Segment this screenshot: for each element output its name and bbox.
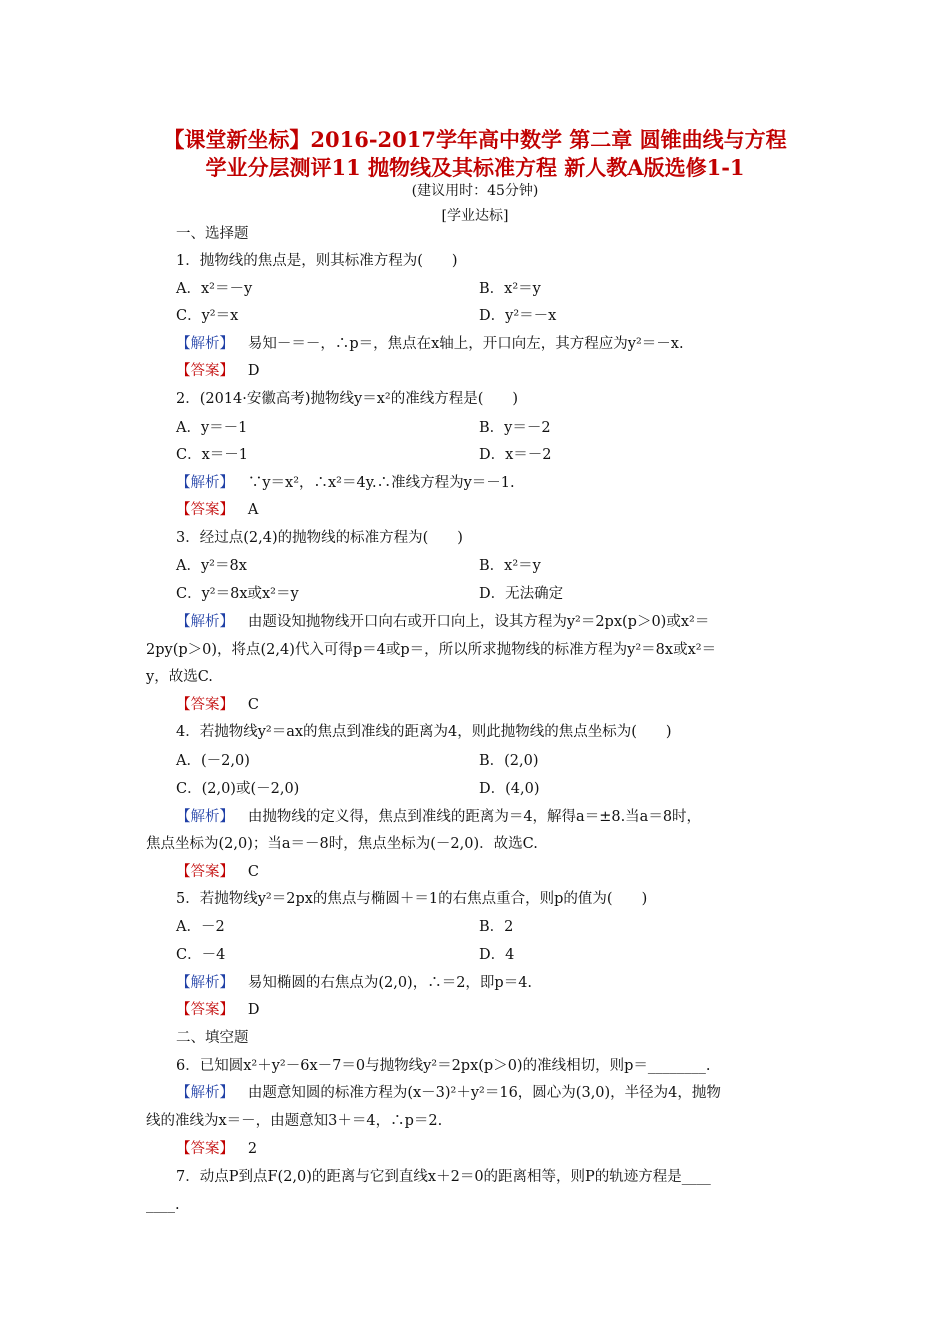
question-1-answer xyxy=(176,361,259,381)
question-7-stem-line1: 7．动点P到点F(2,0)的距离与它到直线x＋2＝0的距离相等，则P的轨迹方程是____ xyxy=(176,1169,711,1185)
answer-tag: 【答案】 xyxy=(176,1141,234,1157)
question-5-option-d: D．4 xyxy=(479,947,515,963)
question-2-answer xyxy=(176,500,258,520)
question-5-option-a: A．－2 xyxy=(176,919,225,935)
question-4-option-c: C．(2,0)或(－2,0) xyxy=(176,781,300,797)
answer-text: C xyxy=(247,697,259,713)
question-4-answer xyxy=(176,862,259,882)
question-1-option-c: C．y²＝x xyxy=(176,308,239,324)
answer-tag: 【答案】 xyxy=(176,864,234,880)
question-4-option-a: A．(－2,0) xyxy=(176,753,250,769)
part-heading-choice: 一、选择题 xyxy=(176,226,249,242)
question-4-stem: 4．若抛物线y²＝ax的焦点到准线的距离为4，则此抛物线的焦点坐标为( ) xyxy=(176,724,672,740)
question-3-analysis-line3: y，故选C. xyxy=(146,669,213,685)
question-7-stem-line2: ____. xyxy=(146,1197,180,1213)
analysis-text: 易知－＝－，∴p＝，焦点在x轴上，开口向左，其方程应为y²＝－x. xyxy=(247,336,684,352)
question-2-analysis xyxy=(176,473,515,493)
answer-text: D xyxy=(247,363,260,379)
question-3-analysis-line1 xyxy=(176,612,709,632)
question-5-answer xyxy=(176,1000,259,1020)
question-3-option-b: B．x²＝y xyxy=(479,558,541,574)
answer-text: A xyxy=(247,502,259,518)
section-label: [学业达标] xyxy=(441,208,509,224)
answer-tag: 【答案】 xyxy=(176,697,234,713)
question-3-option-a: A．y²＝8x xyxy=(176,558,247,574)
question-3-stem: 3．经过点(2,4)的抛物线的标准方程为( ) xyxy=(176,530,463,546)
question-6-answer xyxy=(176,1139,257,1159)
question-5-stem: 5．若抛物线y²＝2px的焦点与椭圆＋＝1的右焦点重合，则p的值为( ) xyxy=(176,891,648,907)
document-title-line2: 学业分层测评11 抛物线及其标准方程 新人教A版选修1-1 xyxy=(205,155,745,180)
question-6-analysis-line2: 线的准线为x＝－，由题意知3＋＝4，∴p＝2. xyxy=(146,1113,443,1129)
analysis-text: 易知椭圆的右焦点为(2,0)，∴＝2，即p＝4. xyxy=(247,975,533,991)
answer-tag: 【答案】 xyxy=(176,502,234,518)
question-2-stem: 2．(2014·安徽高考)抛物线y＝x²的准线方程是( ) xyxy=(176,391,519,407)
question-3-option-d: D．无法确定 xyxy=(479,586,564,602)
question-4-analysis-line1 xyxy=(176,807,701,827)
question-4-analysis-line2: 焦点坐标为(2,0)；当a＝－8时，焦点坐标为(－2,0)．故选C. xyxy=(146,836,538,852)
analysis-text: 由抛物线的定义得，焦点到准线的距离为＝4，解得a＝±8.当a＝8时， xyxy=(247,809,702,825)
analysis-text: 由题设知抛物线开口向右或开口向上，设其方程为y²＝2px(p＞0)或x²＝ xyxy=(247,614,710,630)
question-3-option-c: C．y²＝8x或x²＝y xyxy=(176,586,299,602)
question-5-option-b: B．2 xyxy=(479,919,514,935)
question-5-analysis xyxy=(176,973,532,993)
document-title-line1: 【课堂新坐标】2016-2017学年高中数学 第二章 圆锥曲线与方程 xyxy=(163,127,787,152)
answer-text: 2 xyxy=(247,1141,258,1157)
answer-text: C xyxy=(247,864,259,880)
question-6-analysis-line1 xyxy=(176,1083,721,1103)
question-1-option-a: A．x²＝－y xyxy=(176,281,253,297)
question-1-option-b: B．x²＝y xyxy=(479,281,541,297)
question-5-option-c: C．－4 xyxy=(176,947,226,963)
analysis-tag: 【解析】 xyxy=(176,809,234,825)
analysis-tag: 【解析】 xyxy=(176,336,234,352)
suggested-time: (建议用时：45分钟) xyxy=(411,183,539,199)
question-2-option-a: A．y＝－1 xyxy=(176,420,248,436)
answer-text: D xyxy=(247,1002,260,1018)
question-1-option-d: D．y²＝－x xyxy=(479,308,557,324)
question-6-stem: 6．已知圆x²＋y²－6x－7＝0与抛物线y²＝2px(p＞0)的准线相切，则p＝________. xyxy=(176,1058,711,1074)
answer-tag: 【答案】 xyxy=(176,1002,234,1018)
question-4-option-d: D．(4,0) xyxy=(479,781,540,797)
question-1-stem: 1．抛物线的焦点是，则其标准方程为( ) xyxy=(176,253,458,269)
question-3-answer xyxy=(176,695,259,715)
part-heading-fill: 二、填空题 xyxy=(176,1030,249,1046)
analysis-tag: 【解析】 xyxy=(176,975,234,991)
question-2-option-d: D．x＝－2 xyxy=(479,447,552,463)
analysis-tag: 【解析】 xyxy=(176,614,234,630)
question-2-option-c: C．x＝－1 xyxy=(176,447,248,463)
analysis-text: ∵y＝x²，∴x²＝4y.∴准线方程为y＝－1. xyxy=(247,475,515,491)
question-4-option-b: B．(2,0) xyxy=(479,753,539,769)
analysis-text: 由题意知圆的标准方程为(x－3)²＋y²＝16，圆心为(3,0)，半径为4，抛物 xyxy=(247,1085,721,1101)
analysis-tag: 【解析】 xyxy=(176,1085,234,1101)
question-3-analysis-line2: 2py(p＞0)，将点(2,4)代入可得p＝4或p＝，所以所求抛物线的标准方程为y²＝8x或x²＝ xyxy=(146,642,717,658)
question-2-option-b: B．y＝－2 xyxy=(479,420,551,436)
question-1-analysis xyxy=(176,334,684,354)
analysis-tag: 【解析】 xyxy=(176,475,234,491)
answer-tag: 【答案】 xyxy=(176,363,234,379)
